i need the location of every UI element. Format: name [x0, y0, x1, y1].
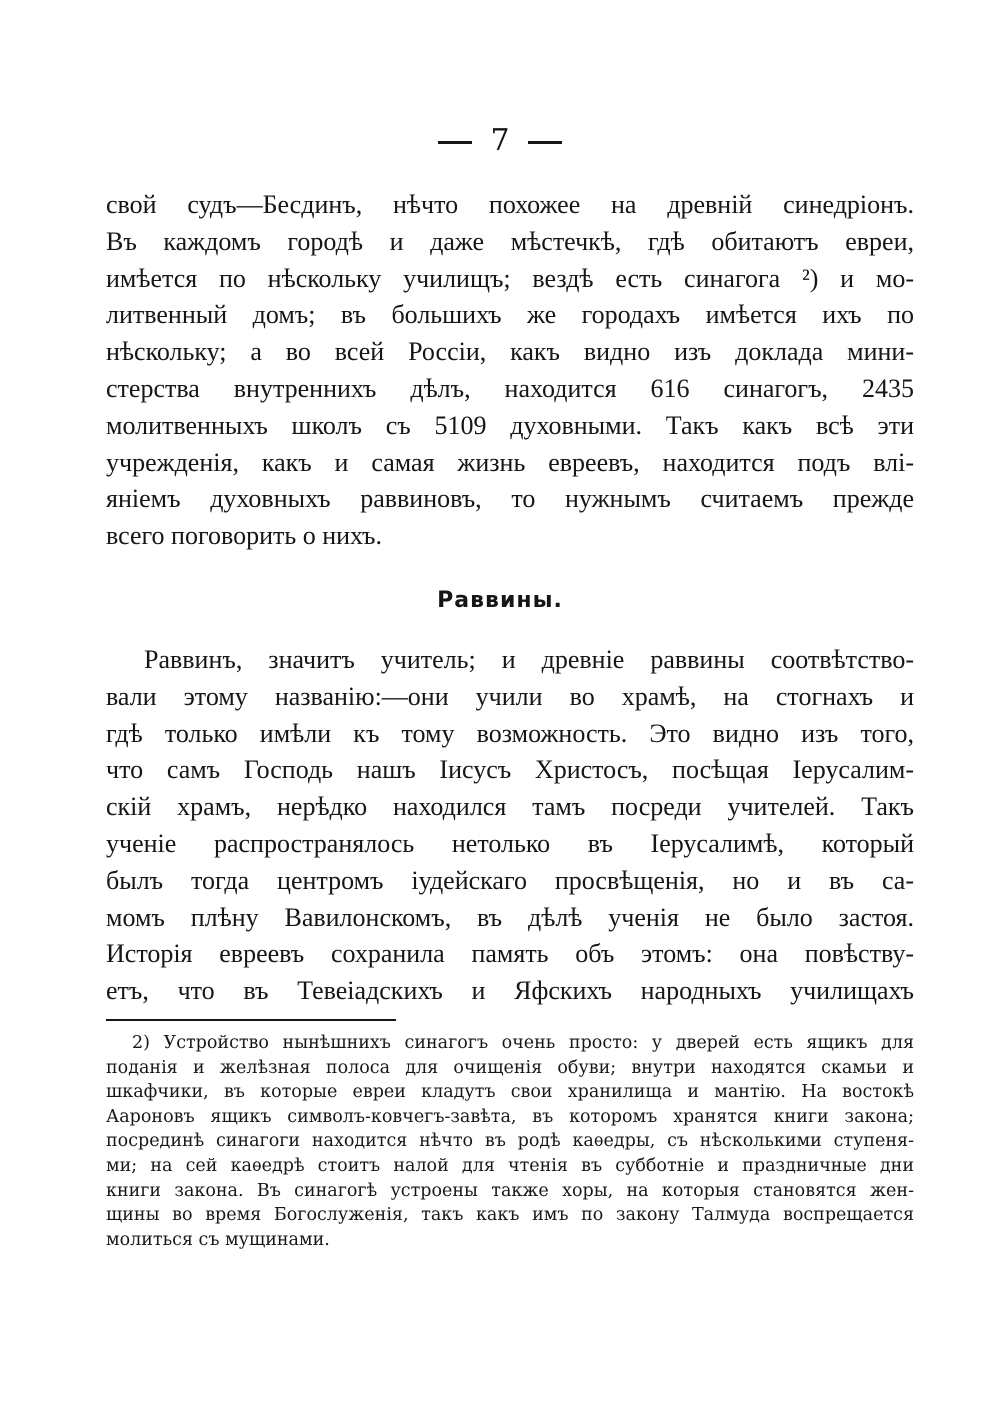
text-line: литвенный домъ; въ большихъ же городахъ имѣется ихъ по — [106, 300, 914, 330]
footnote-line: Аароновъ ящикъ символъ-ковчегъ-завѣта, въ которомъ хранятся книги закона; — [106, 1106, 914, 1127]
footnote-line: шкафчики, въ которые евреи кладутъ свои хранилища и мантію. На востокѣ — [106, 1082, 914, 1103]
footnote-line: молиться съ мущинами. — [106, 1229, 330, 1250]
text-line: свой судъ—Бесдинъ, нѣчто похожее на древній синедріонъ. — [106, 190, 914, 219]
paragraph-rabbis — [106, 642, 914, 1010]
footnote-line: 2) Устройство нынѣшнихъ синагогъ очень просто: у дверей есть ящикъ для — [132, 1033, 914, 1053]
text-line: стерства внутреннихъ дѣлъ, находится 616 синагогъ, 2435 — [106, 373, 914, 403]
footnote-line: книги закона. Въ синагогѣ устроены также хоры, на которыя становятся жен- — [106, 1180, 914, 1201]
text-line: Исторія евреевъ сохранила память объ этомъ: она повѣству- — [106, 939, 914, 969]
footnote-line: посрединѣ синагоги находится нѣчто въ родѣ каѳедры, съ нѣсколькими ступеня- — [106, 1131, 914, 1152]
text-line: всего поговорить о нихъ. — [106, 521, 382, 551]
footnote-line: поданія и желѣзная полоса для очищенія обуви; внутри находятся скамьи и — [106, 1057, 914, 1078]
dash-right — [528, 141, 562, 144]
text-line: скій храмъ, нерѣдко находился тамъ посреди учителей. Такъ — [106, 792, 914, 822]
text-line: Въ каждомъ городѣ и даже мѣстечкѣ, гдѣ обитаютъ евреи, — [106, 226, 914, 256]
text-line: имѣется по нѣскольку училищъ; вездѣ есть синагога ²) и мо- — [106, 263, 914, 293]
page-number: 7 — [490, 123, 510, 158]
footnote-line: щины во время Богослуженія, такъ какъ имъ по закону Талмуда воспрещается — [106, 1205, 914, 1226]
text-line: учрежденія, какъ и самая жизнь евреевъ, находится подъ влі- — [106, 447, 914, 477]
text-line: былъ тогда центромъ іудейскаго просвѣщенія, но и въ са- — [106, 865, 914, 895]
footnote-line: ми; на сей каѳедрѣ стоитъ налой для чтенія въ субботніе и праздничные дни — [106, 1155, 914, 1176]
text-line: молитвенныхъ школъ съ 5109 духовными. Такъ какъ всѣ эти — [106, 410, 914, 440]
footnote-separator — [106, 1019, 396, 1021]
text-line: ученіе распространялось нетолько въ Іерусалимѣ, который — [106, 828, 914, 858]
text-line: Раввинъ, значитъ учитель; и древніе раввины соотвѣтство- — [144, 645, 914, 674]
paragraph-intro — [106, 187, 914, 555]
text-line: момъ плѣну Вавилонскомъ, въ дѣлѣ ученія не было застоя. — [106, 902, 914, 932]
text-line: вали этому названію:—они учили во храмѣ, на стогнахъ и — [106, 681, 914, 711]
section-heading: Раввины. — [437, 588, 563, 613]
page-number-line — [0, 124, 1000, 158]
text-line: что самъ Господь нашъ Іисусъ Христосъ, посѣщая Іерусалим- — [106, 755, 914, 785]
footnote — [106, 1031, 914, 1252]
text-line: яніемъ духовныхъ раввиновъ, то нужнымъ считаемъ прежде — [106, 484, 914, 514]
text-line: етъ, что въ Тевеіадскихъ и Яфскихъ народныхъ училищахъ — [106, 976, 914, 1006]
text-line: нѣскольку; а во всей Россіи, какъ видно изъ доклада мини- — [106, 337, 914, 367]
dash-left — [438, 141, 472, 144]
text-line: гдѣ только имѣли къ тому возможность. Это видно изъ того, — [106, 718, 914, 748]
